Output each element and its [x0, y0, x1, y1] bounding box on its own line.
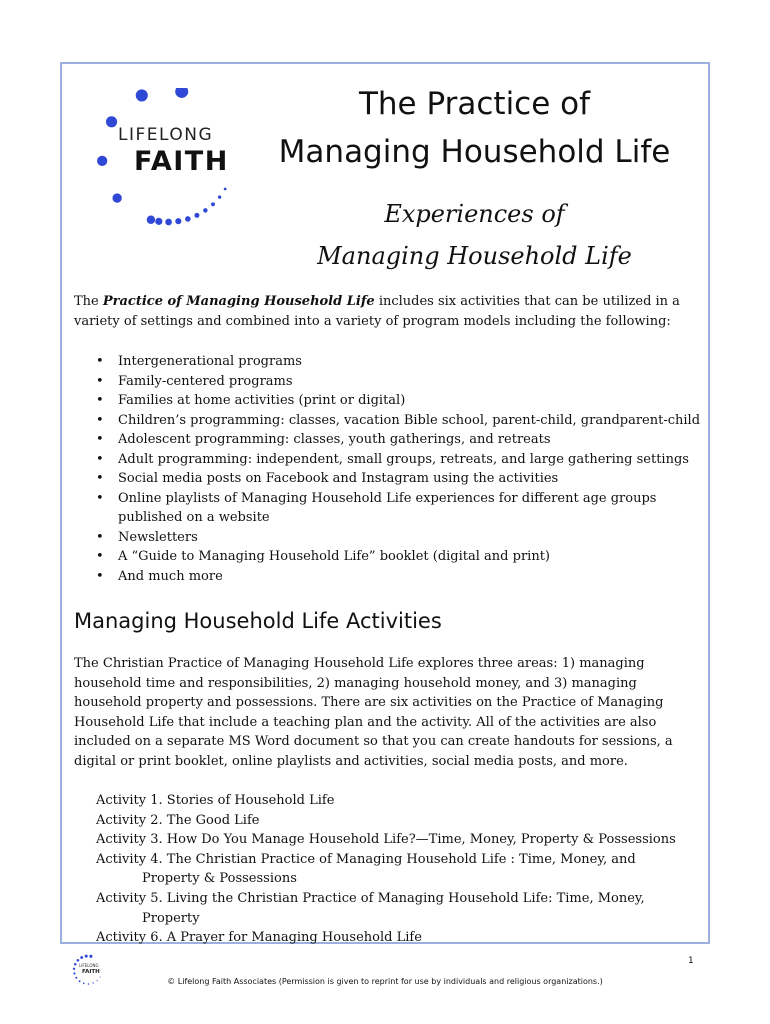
- bullet-glyph: •: [96, 568, 104, 584]
- bullet-glyph: •: [96, 412, 104, 428]
- logo-dot: [211, 202, 215, 206]
- intro-emphasis: Practice of Managing Household Life: [102, 294, 375, 309]
- intro-paragraph: [74, 292, 702, 332]
- activity-item: Activity 5. Living the Christian Practice of Managing Household Life: Time, Money, Property: [96, 890, 645, 926]
- logo-dot: [175, 88, 188, 98]
- program-model-text: Social media posts on Facebook and Instagram using the activities: [118, 471, 559, 486]
- footer-logo-line2: FAITH: [82, 969, 100, 975]
- program-model-item: [74, 352, 702, 372]
- page-title-line2: Managing Household Life: [278, 134, 671, 170]
- logo-dot: [185, 216, 191, 222]
- page-title: [262, 80, 687, 176]
- program-model-item: [74, 489, 702, 528]
- program-model-item: [74, 430, 702, 450]
- bullet-glyph: •: [96, 529, 104, 545]
- bullet-glyph: •: [96, 471, 104, 486]
- bullet-glyph: •: [96, 549, 104, 564]
- logo-line2: FAITH: [134, 146, 229, 177]
- program-model-item: [74, 372, 702, 392]
- page-title-line1: The Practice of: [358, 86, 591, 122]
- logo-dot: [203, 208, 207, 212]
- logo-dot: [136, 89, 148, 101]
- program-models-list: [74, 352, 702, 586]
- intro-suffix: includes six activities that can be utilized in a variety of settings and combined into a variety of program models including the following:: [74, 294, 680, 329]
- program-model-text: Newsletters: [118, 529, 198, 545]
- logo-dot: [165, 219, 172, 226]
- logo-dot: [77, 959, 80, 962]
- activity-item: Activity 1. Stories of Household Life: [96, 793, 335, 808]
- logo-dot: [155, 218, 162, 225]
- page-number: 1: [688, 956, 694, 966]
- program-model-text: And much more: [118, 568, 223, 584]
- activities-description: The Christian Practice of Managing Household Life explores three areas: 1) managing household time and responsibilities, 2) managing household money, and 3) managing household property and possessions. There are six activities on the Practice of Managing Household Life that include a teaching plan and the activity. All of the activities are also included on a separate MS Word document so that you can create handouts for sessions, a digital or print booklet, online playlists and activities, social media posts, and more.: [74, 656, 673, 769]
- program-model-text: Family-centered programs: [118, 373, 293, 389]
- section-heading: Managing Household Life Activities: [74, 609, 442, 633]
- program-model-text: Children’s programming: classes, vacation Bible school, parent-child, grandparent-child: [118, 412, 701, 428]
- footer-logo-line1: LIFELONG: [79, 963, 99, 968]
- program-model-item: [74, 547, 702, 567]
- activities-list: [96, 791, 696, 948]
- logo-dot: [73, 972, 75, 974]
- bullet-glyph: •: [96, 451, 104, 467]
- program-model-text: Adolescent programming: classes, youth gatherings, and retreats: [118, 432, 551, 447]
- program-model-text: Adult programming: independent, small groups, retreats, and large gathering settings: [118, 451, 689, 467]
- program-model-text: Families at home activities (print or digital): [118, 393, 406, 408]
- logo-dot: [175, 218, 181, 224]
- program-model-text: A “Guide to Managing Household Life” booklet (digital and print): [118, 549, 550, 564]
- logo-dot: [194, 213, 199, 218]
- program-model-item: [74, 528, 702, 548]
- lifelong-faith-logo: [88, 88, 248, 233]
- program-model-item: [74, 391, 702, 411]
- bullet-glyph: •: [96, 354, 104, 369]
- page-subtitle-line2: Managing Household Life: [317, 242, 632, 270]
- logo-line1: LIFELONG: [118, 125, 214, 145]
- activity-item: Activity 4. The Christian Practice of Managing Household Life : Time, Money, and Property & Possessions: [96, 851, 636, 887]
- activity-item: Activity 6. A Prayer for Managing Household Life: [96, 930, 422, 946]
- program-model-text: Online playlists of Managing Household Life experiences for different age groups published on a website: [118, 490, 657, 525]
- logo-dot: [112, 193, 121, 202]
- logo-dot: [147, 216, 155, 224]
- intro-prefix: The: [74, 294, 103, 309]
- program-model-item: [74, 450, 702, 470]
- logo-dot: [80, 956, 83, 959]
- bullet-glyph: •: [96, 432, 104, 447]
- program-model-item: [74, 469, 702, 489]
- logo-dot: [224, 188, 227, 191]
- logo-dot: [74, 963, 77, 966]
- bullet-glyph: •: [96, 373, 104, 389]
- activity-item: Activity 2. The Good Life: [96, 812, 260, 828]
- logo-dot: [97, 156, 107, 166]
- program-model-item: [74, 411, 702, 431]
- program-model-text: Intergenerational programs: [118, 354, 302, 369]
- page-subtitle-line1: Experiences of: [384, 200, 565, 228]
- page-subtitle: [262, 193, 687, 277]
- logo-dot: [85, 955, 88, 958]
- activity-item: Activity 3. How Do You Manage Household Life?—Time, Money, Property & Possessions: [96, 832, 676, 848]
- bullet-glyph: •: [96, 393, 104, 408]
- program-model-item: [74, 567, 702, 587]
- logo-dot: [218, 195, 221, 198]
- footer-copyright: © Lifelong Faith Associates (Permission is given to reprint for use by individuals and religious organizations.): [167, 977, 603, 986]
- logo-dot: [89, 955, 92, 958]
- bullet-glyph: •: [96, 490, 104, 506]
- logo-dot: [73, 968, 75, 970]
- logo-dot: [106, 116, 117, 127]
